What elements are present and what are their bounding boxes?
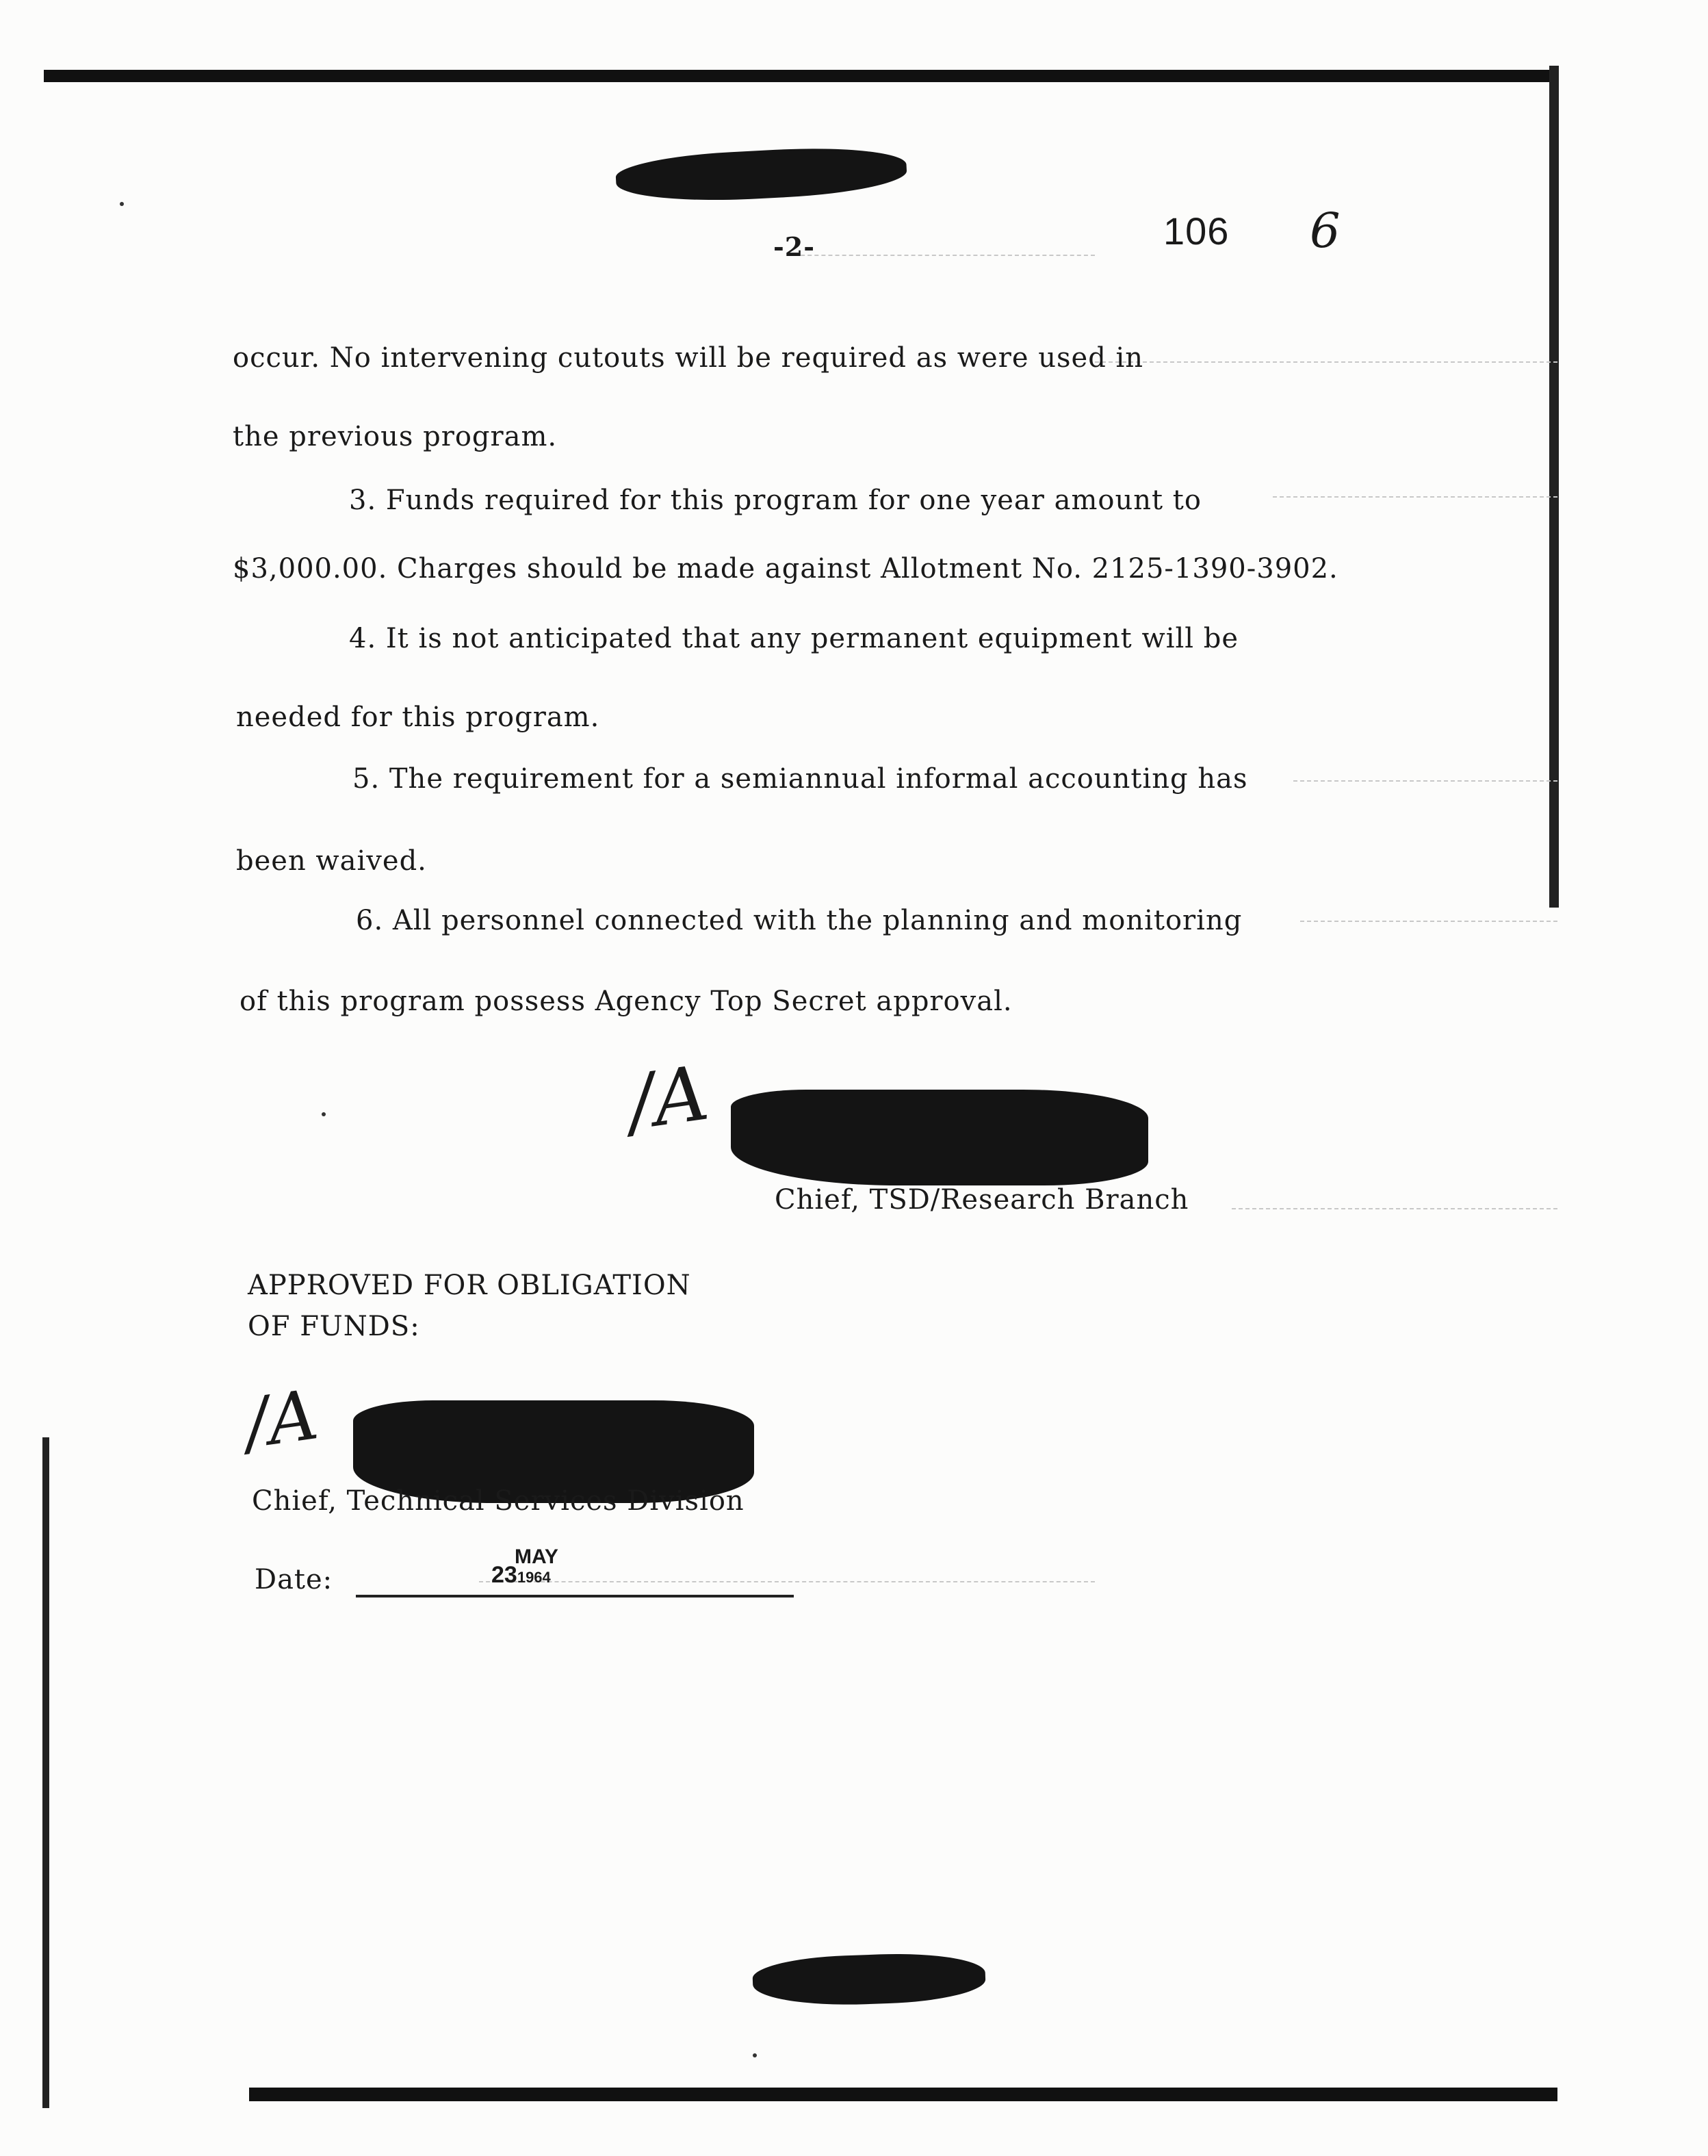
body-line: $3,000.00. Charges should be made against Allotment No. 2125-1390-3902.	[233, 553, 1338, 585]
scan-guide-line	[794, 255, 1095, 256]
handwritten-initials: /A	[240, 1374, 323, 1464]
scan-guide-line	[1095, 361, 1557, 363]
scan-guide-line	[1300, 921, 1557, 922]
scan-border-top	[44, 70, 1557, 82]
body-line: 5. The requirement for a semiannual informal accounting has	[352, 763, 1248, 795]
approval-heading: OF FUNDS:	[248, 1311, 420, 1342]
document-number: 106	[1163, 209, 1230, 253]
scan-speck	[322, 1112, 326, 1116]
body-line: occur. No intervening cutouts will be required as were used in	[233, 342, 1144, 374]
handwritten-mark: 6	[1310, 203, 1341, 259]
signature-title: Chief, TSD/Research Branch	[775, 1184, 1189, 1216]
scan-border-left	[42, 1437, 49, 2108]
body-line: 3. Funds required for this program for one year amount to	[349, 485, 1202, 516]
scan-guide-line	[1232, 1208, 1557, 1209]
approval-heading: APPROVED FOR OBLIGATION	[248, 1270, 691, 1301]
signature-title: Chief, Technical Services Division	[252, 1485, 745, 1517]
page-number: -2-	[773, 231, 815, 262]
body-line: of this program possess Agency Top Secret approval.	[240, 986, 1013, 1017]
body-line: the previous program.	[233, 421, 558, 452]
date-stamp	[491, 1545, 558, 1588]
date-month: MAY	[515, 1545, 558, 1568]
scan-border-bottom	[249, 2088, 1557, 2101]
scan-guide-line	[1293, 780, 1557, 782]
date-line	[356, 1595, 794, 1597]
date-day: 23	[491, 1562, 517, 1588]
body-line: needed for this program.	[236, 702, 600, 733]
scan-guide-line	[1273, 496, 1557, 498]
redaction-mark	[752, 1951, 986, 2008]
body-line: 6. All personnel connected with the planning and monitoring	[356, 905, 1243, 936]
body-line: been waived.	[236, 845, 427, 877]
redacted-signature	[731, 1090, 1148, 1185]
body-line: 4. It is not anticipated that any permanent equipment will be	[349, 623, 1239, 654]
scan-speck	[120, 202, 124, 206]
scan-speck	[753, 2053, 757, 2057]
date-label: Date:	[255, 1564, 333, 1595]
scan-guide-line	[479, 1581, 1095, 1582]
redaction-mark	[614, 143, 907, 206]
handwritten-initials: /A	[622, 1049, 714, 1147]
date-year: 1964	[517, 1569, 551, 1586]
